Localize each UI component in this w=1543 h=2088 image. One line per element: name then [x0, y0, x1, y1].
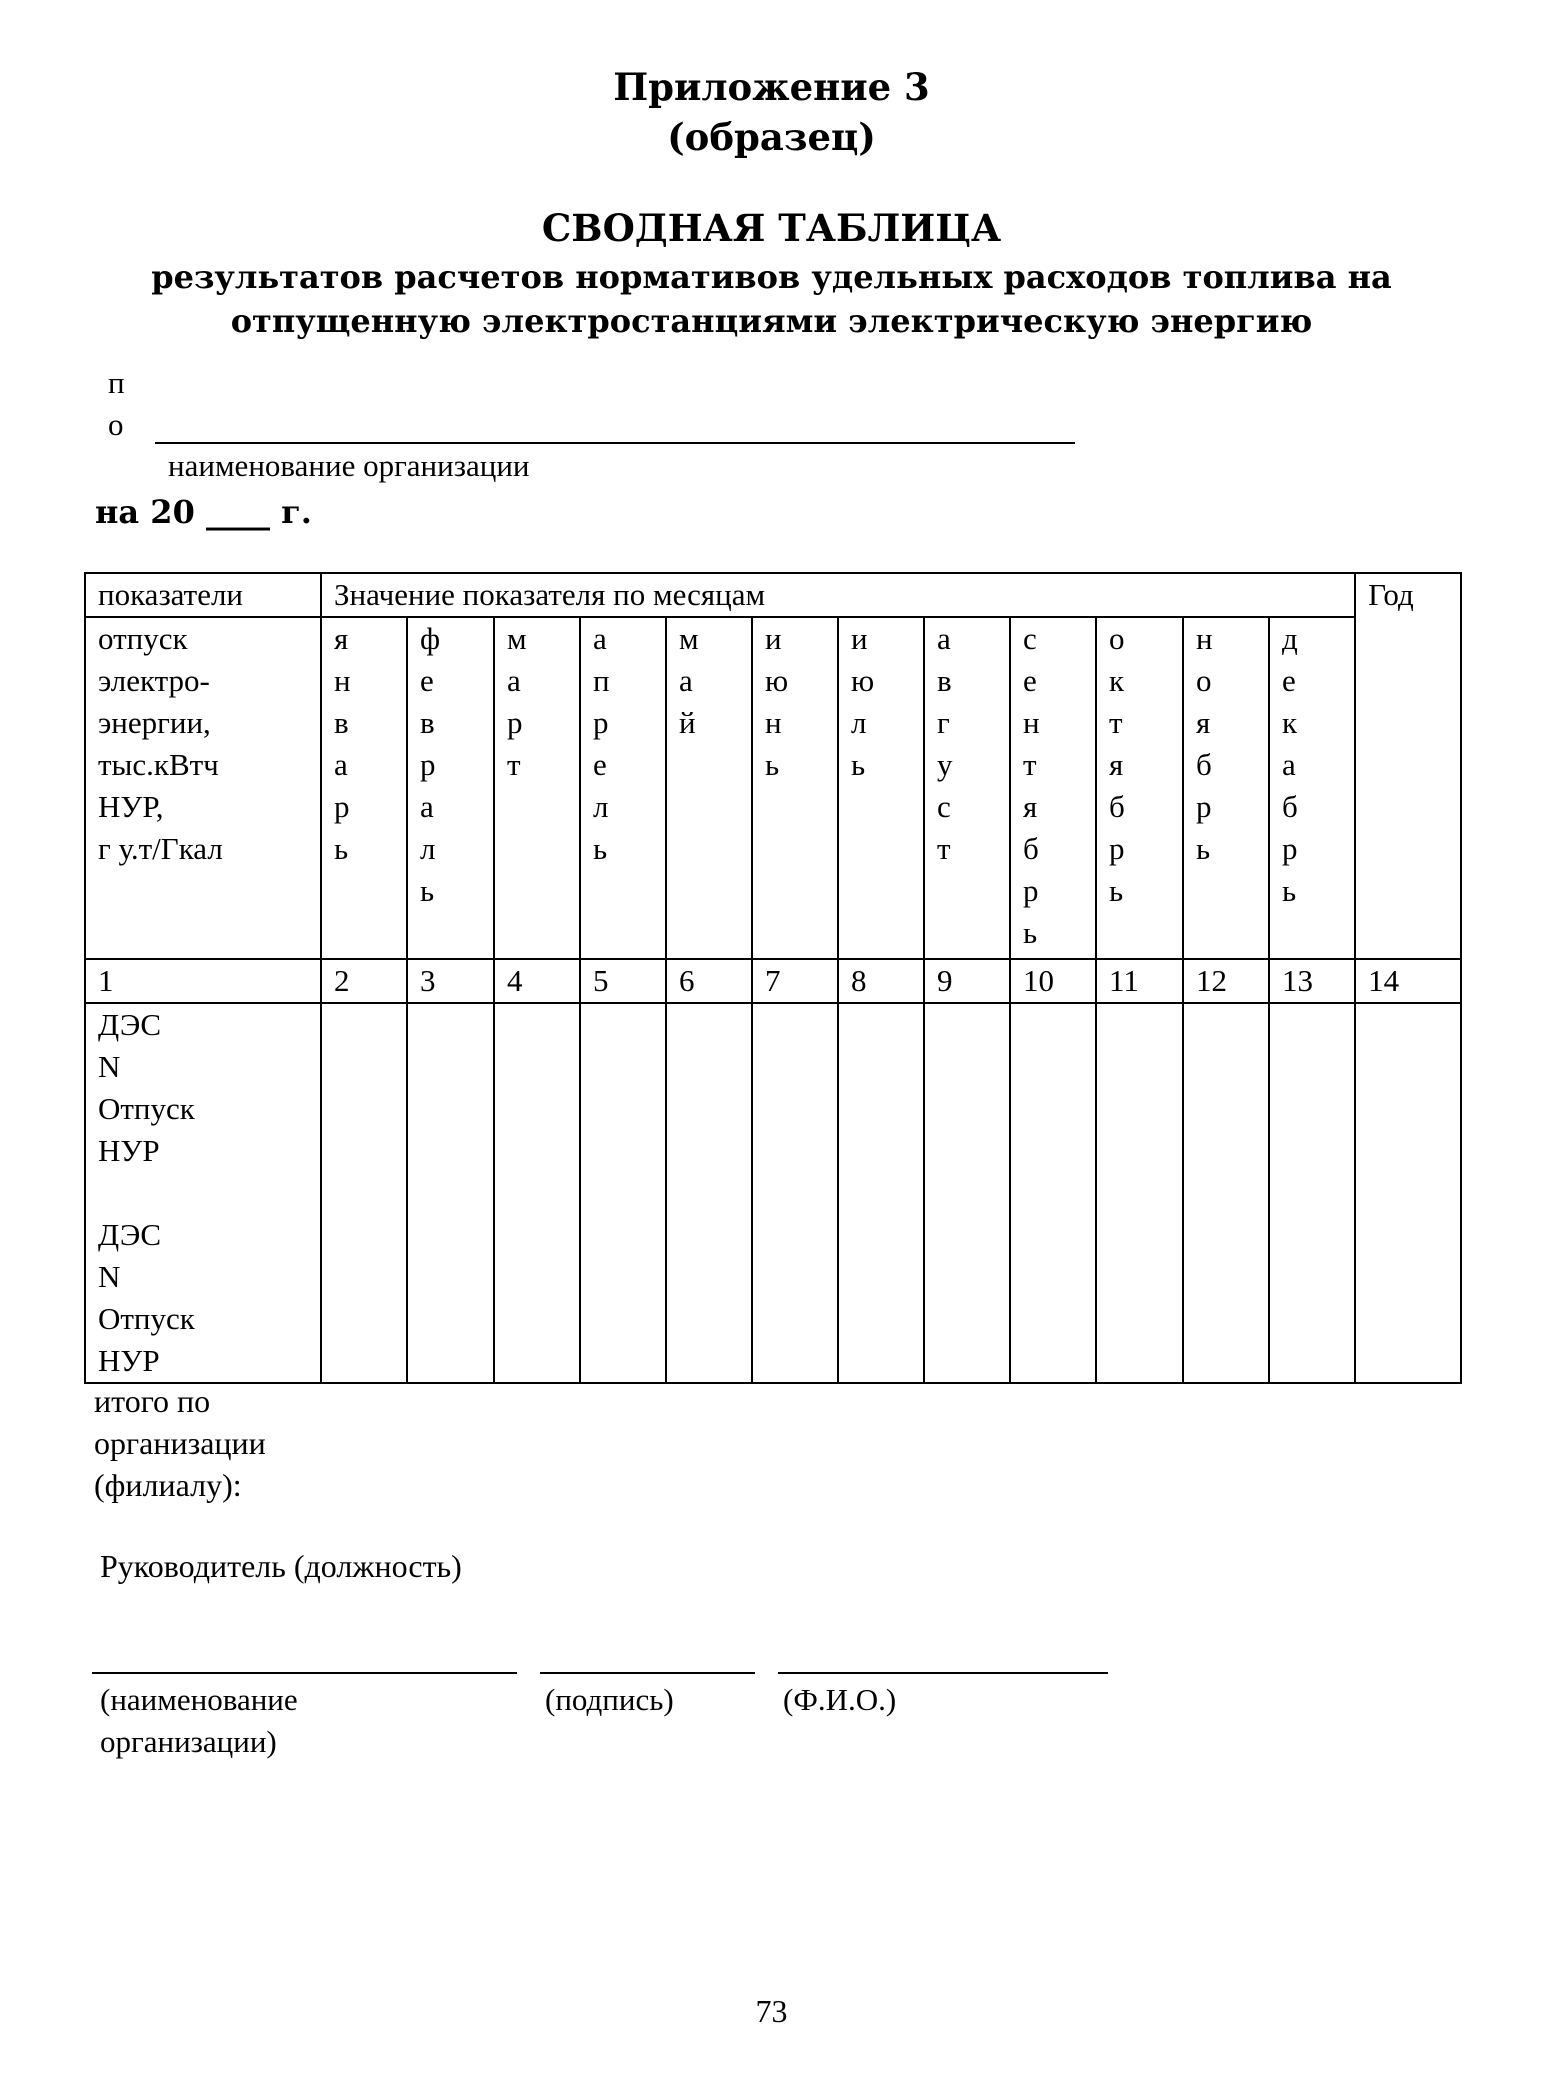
data-cell[interactable] [1269, 1003, 1355, 1383]
table-month-row [85, 617, 1461, 959]
month-august: а в г у с т [924, 617, 1010, 959]
station-rows-labels: ДЭС N Отпуск НУР ДЭС N Отпуск НУР [85, 1003, 321, 1383]
appendix-number: Приложение 3 [613, 65, 930, 109]
subtitle-line-2: отпущенную электростанциями электрическую энергию [230, 302, 1313, 340]
data-cell[interactable] [1096, 1003, 1183, 1383]
summary-table [84, 572, 1462, 1384]
org-name-line [155, 442, 1075, 444]
page-number: 73 [755, 1993, 788, 2029]
month-may: м а й [666, 617, 752, 959]
data-cell[interactable] [666, 1003, 752, 1383]
column-number: 10 [1010, 959, 1096, 1003]
org-signature-line [92, 1672, 517, 1674]
data-cell[interactable] [838, 1003, 924, 1383]
appendix-label [0, 62, 1543, 162]
indicator-list: отпуск электро- энергии, тыс.кВтч НУР, г у.т/Гкал [85, 617, 321, 959]
month-february: ф е в р а л ь [407, 617, 494, 959]
column-number: 13 [1269, 959, 1355, 1003]
column-number: 11 [1096, 959, 1183, 1003]
month-november: н о я б р ь [1183, 617, 1269, 959]
data-cell[interactable] [494, 1003, 580, 1383]
month-october: о к т я б р ь [1096, 617, 1183, 959]
head-position-label: Руководитель (должность) [100, 1548, 462, 1584]
po-letter-1: п [108, 365, 125, 400]
org-name-caption: наименование организации [168, 448, 530, 483]
column-number-row [85, 959, 1461, 1003]
column-number: 3 [407, 959, 494, 1003]
month-april: а п р е л ь [580, 617, 666, 959]
header-monthly-values: Значение показателя по месяцам [321, 573, 1355, 617]
column-number: 14 [1355, 959, 1461, 1003]
data-cell[interactable] [580, 1003, 666, 1383]
column-number: 6 [666, 959, 752, 1003]
po-letter-2: о [108, 407, 124, 442]
data-cell[interactable] [1355, 1003, 1461, 1383]
subtitle-line-1: результатов расчетов нормативов удельных расходов топлива на [151, 258, 1392, 296]
signature-line [540, 1672, 755, 1674]
page-title: СВОДНАЯ ТАБЛИЦА [541, 206, 1002, 250]
data-cell[interactable] [752, 1003, 838, 1383]
table-header-row [85, 573, 1461, 617]
data-cell[interactable] [407, 1003, 494, 1383]
month-june: и ю н ь [752, 617, 838, 959]
fio-line [778, 1672, 1108, 1674]
month-march: м а р т [494, 617, 580, 959]
column-number: 7 [752, 959, 838, 1003]
month-july: и ю л ь [838, 617, 924, 959]
column-number: 2 [321, 959, 407, 1003]
data-cell[interactable] [1010, 1003, 1096, 1383]
column-number: 4 [494, 959, 580, 1003]
month-september: с е н т я б р ь [1010, 617, 1096, 959]
org-caption: (наименование организации) [100, 1682, 298, 1759]
month-december: д е к а б р ь [1269, 617, 1355, 959]
year-line: на 20 ____ г. [95, 493, 312, 531]
page-subtitle [0, 255, 1543, 343]
station-data-row [85, 1003, 1461, 1383]
column-number: 12 [1183, 959, 1269, 1003]
fio-caption: (Ф.И.О.) [783, 1682, 897, 1717]
data-cell[interactable] [924, 1003, 1010, 1383]
column-number: 1 [85, 959, 321, 1003]
data-cell[interactable] [1183, 1003, 1269, 1383]
column-number: 9 [924, 959, 1010, 1003]
appendix-sample: (образец) [667, 115, 876, 159]
total-by-organization-label: итого по организации (филиалу): [94, 1383, 266, 1503]
data-cell[interactable] [321, 1003, 407, 1383]
month-january: я н в а р ь [321, 617, 407, 959]
column-number: 5 [580, 959, 666, 1003]
header-year: Год [1355, 573, 1461, 959]
header-indicators: показатели [85, 573, 321, 617]
column-number: 8 [838, 959, 924, 1003]
signature-caption: (подпись) [545, 1682, 674, 1717]
